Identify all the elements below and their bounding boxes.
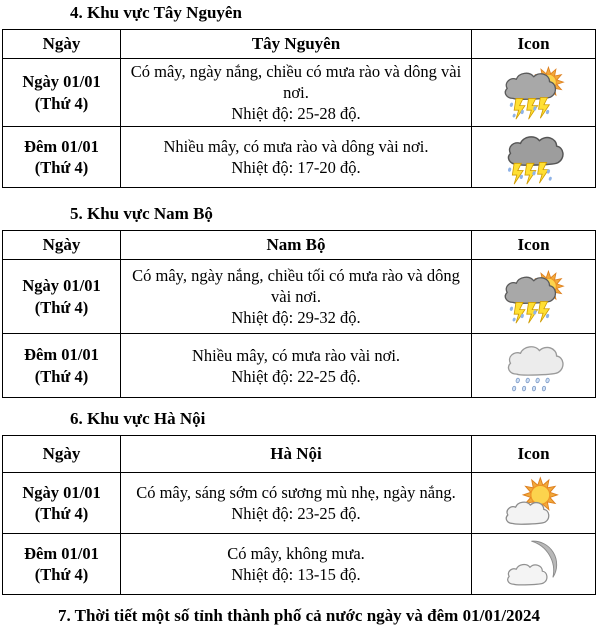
date-cell [3,260,121,334]
weather-table-tay-nguyen [2,29,596,188]
sun-cloud-icon [496,475,572,531]
forecast-text: Có mây, sáng sớm có sương mù nhẹ, ngày nắng. [136,483,456,503]
column-header-region: Hà Nội [121,436,472,473]
forecast-cell [121,59,472,127]
weekday-label: (Thứ 4) [34,93,89,113]
date-cell [3,473,121,534]
column-header-date: Ngày [3,30,121,59]
temperature-text: Nhiệt độ: 29-32 độ. [231,308,361,328]
column-header-icon: Icon [472,231,596,260]
forecast-cell [121,473,472,534]
section-heading-nam-bo: 5. Khu vực Nam Bộ [70,204,213,224]
date-label: Đêm 01/01 [24,136,99,156]
table-header-row [3,30,596,59]
temperature-text: Nhiệt độ: 25-28 độ. [231,104,361,124]
rain-icon [496,338,572,394]
forecast-cell [121,127,472,188]
temperature-text: Nhiệt độ: 23-25 độ. [231,504,361,524]
date-label: Đêm 01/01 [24,345,99,365]
weekday-label: (Thứ 4) [34,504,89,524]
table-row-day [3,59,596,127]
column-header-region: Tây Nguyên [121,30,472,59]
temperature-text: Nhiệt độ: 13-15 độ. [231,565,361,585]
table-header-row [3,231,596,260]
date-cell [3,59,121,127]
forecast-cell [121,260,472,334]
forecast-text: Có mây, ngày nắng, chiều có mưa rào và dông vài nơi. [130,62,462,103]
forecast-text: Nhiều mây, có mưa rào vài nơi. [191,345,401,365]
storm-sun-icon [496,65,572,121]
icon-cell [472,473,596,534]
weekday-label: (Thứ 4) [34,366,89,386]
date-label: Ngày 01/01 [22,71,101,91]
icon-cell [472,534,596,595]
section-heading-footer: 7. Thời tiết một số tỉnh thành phố cả nước ngày và đêm 01/01/2024 [57,606,541,626]
date-label: Đêm 01/01 [24,543,99,563]
forecast-text: Nhiều mây, có mưa rào và dông vài nơi. [163,137,429,157]
date-cell [3,534,121,595]
table-row-day [3,473,596,534]
forecast-text: Có mây, ngày nắng, chiều tối có mưa rào và dông vài nơi. [132,266,460,307]
date-label: Ngày 01/01 [22,482,101,502]
date-cell [3,127,121,188]
weather-table-nam-bo [2,230,596,398]
weekday-label: (Thứ 4) [34,297,89,317]
weekday-label: (Thứ 4) [34,565,89,585]
table-row-night [3,334,596,398]
icon-cell [472,334,596,398]
temperature-text: Nhiệt độ: 17-20 độ. [231,158,361,178]
moon-cloud-icon [496,536,572,592]
table-header-row [3,436,596,473]
icon-cell [472,59,596,127]
table-row-night [3,534,596,595]
storm-sun-icon [496,269,572,325]
section-heading-tay-nguyen: 4. Khu vực Tây Nguyên [70,3,242,22]
weather-table-ha-noi [2,435,596,595]
forecast-cell [121,534,472,595]
icon-cell [472,260,596,334]
temperature-text: Nhiệt độ: 22-25 độ. [231,366,361,386]
forecast-text: Có mây, không mưa. [227,544,365,564]
date-label: Ngày 01/01 [22,276,101,296]
table-row-day [3,260,596,334]
column-header-date: Ngày [3,436,121,473]
date-cell [3,334,121,398]
storm-icon [496,129,572,185]
column-header-region: Nam Bộ [121,231,472,260]
section-heading-ha-noi: 6. Khu vực Hà Nội [70,409,206,429]
icon-cell [472,127,596,188]
table-row-night [3,127,596,188]
weekday-label: (Thứ 4) [34,158,89,178]
column-header-icon: Icon [472,436,596,473]
forecast-cell [121,334,472,398]
column-header-icon: Icon [472,30,596,59]
column-header-date: Ngày [3,231,121,260]
